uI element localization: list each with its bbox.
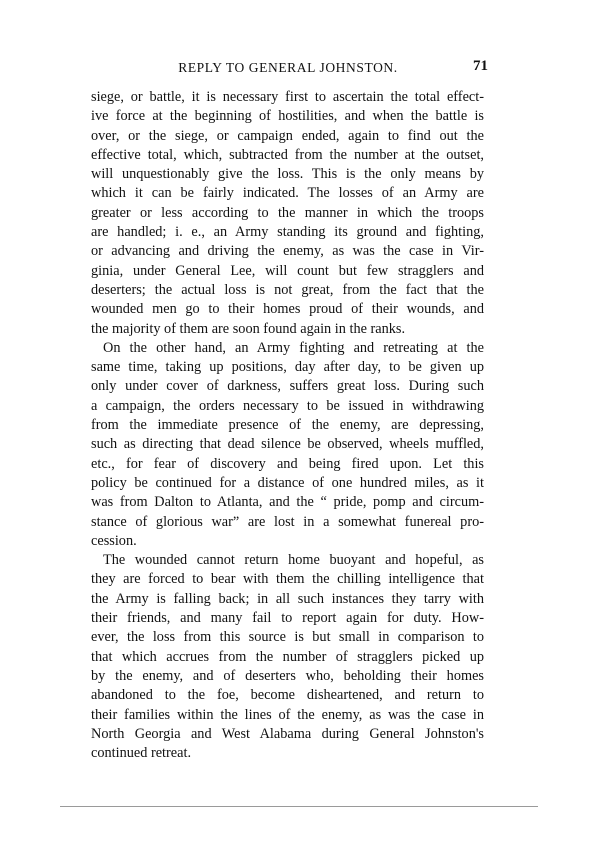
text-line: same time, taking up positions, day after day, to be given up: [91, 359, 484, 376]
text-line: they are forced to bear with them the chilling intelligence that: [91, 571, 484, 588]
text-line: which it can be fairly indicated. The losses of an Army are: [91, 185, 484, 202]
text-line: over, or the siege, or campaign ended, again to find out the: [91, 127, 484, 144]
text-line: are handled; i. e., an Army standing its ground and fighting,: [91, 224, 484, 241]
text-line: was from Dalton to Atlanta, and the “ pride, pomp and circum-: [91, 494, 484, 511]
page-number: 71: [473, 58, 488, 74]
text-line: cession.: [91, 532, 137, 549]
text-line: stance of glorious war” are lost in a somewhat funereal pro-: [91, 513, 484, 530]
text-line: such as directing that dead silence be observed, wheels muffled,: [91, 436, 484, 453]
text-line: that which accrues from the number of stragglers picked up: [91, 648, 484, 665]
text-line: continued retreat.: [91, 745, 192, 762]
paragraph: [91, 339, 484, 551]
text-line: or advancing and driving the enemy, as was the case in Vir-: [91, 243, 484, 260]
text-line: from the immediate presence of the enemy, are depressing,: [91, 417, 484, 434]
text-line: greater or less according to the manner in which the troops: [91, 204, 484, 221]
text-line: ever, the loss from this source is but small in comparison to: [91, 629, 484, 646]
text-line: ive force at the beginning of hostilities, and when the battle is: [91, 108, 484, 125]
text-line: the Army is falling back; in all such instances they tarry with: [91, 590, 484, 607]
text-line: The wounded cannot return home buoyant and hopeful, as: [103, 552, 484, 569]
text-line: only under cover of darkness, suffers great loss. During such: [91, 378, 484, 395]
text-line: deserters; the actual loss is not great, from the fact that the: [91, 281, 484, 298]
text-line: their families within the lines of the enemy, as was the case in: [91, 706, 484, 723]
text-line: wounded men go to their homes proud of their wounds, and: [91, 301, 484, 318]
footer-rule: [60, 806, 538, 807]
text-line: On the other hand, an Army fighting and retreating at the: [103, 339, 484, 356]
text-line: abandoned to the foe, become disheartened, and return to: [91, 687, 484, 704]
text-line: policy be continued for a distance of one hundred miles, as it: [91, 474, 484, 491]
text-line: ginia, under General Lee, will count but few stragglers and: [91, 262, 484, 279]
text-line: a campaign, the orders necessary to be issued in withdrawing: [91, 397, 484, 414]
running-head: [88, 58, 488, 80]
body-text: [91, 88, 484, 763]
text-line: their friends, and many fail to report again for duty. How-: [91, 610, 484, 627]
text-line: effective total, which, subtracted from the number at the outset,: [91, 146, 484, 163]
text-line: will unquestionably give the loss. This is the only means by: [91, 166, 484, 183]
paragraph: [91, 551, 484, 763]
text-line: North Georgia and West Alabama during General Johnston's: [91, 725, 484, 742]
running-title: REPLY TO GENERAL JOHNSTON.: [178, 60, 398, 75]
paragraph: [91, 88, 484, 339]
text-line: the majority of them are soon found again in the ranks.: [91, 320, 406, 337]
text-line: etc., for fear of discovery and being fired upon. Let this: [91, 455, 484, 472]
text-line: siege, or battle, it is necessary first to ascertain the total effect-: [91, 89, 484, 105]
text-line: by the enemy, and of deserters who, beholding their homes: [91, 667, 484, 684]
